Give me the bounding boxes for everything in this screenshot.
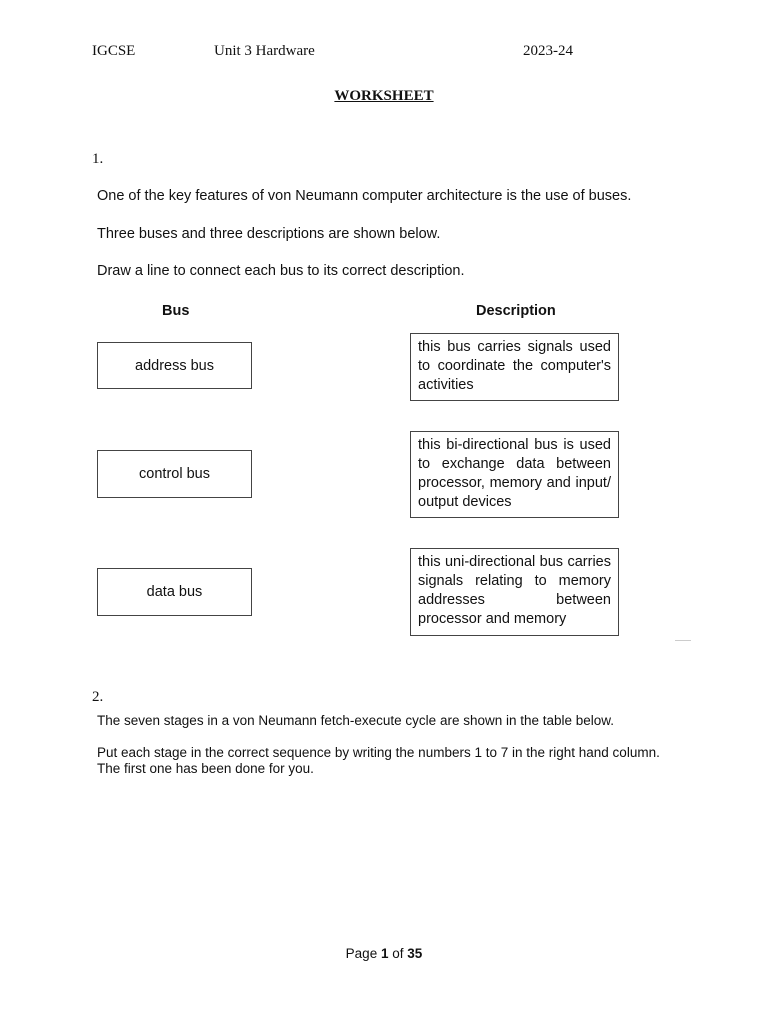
footer-current-page: 1 xyxy=(380,946,389,961)
footer-of-word: of xyxy=(392,946,404,961)
bus-box-address[interactable] xyxy=(97,342,252,389)
footer-page-word: Page xyxy=(345,946,378,961)
question-1-number: 1. xyxy=(92,151,104,167)
bus-box-data[interactable] xyxy=(97,568,252,616)
description-text-2: this bi-directional bus is used to exchange data between processor, memory and input/ output devices xyxy=(418,437,611,510)
bus-label-address: address bus xyxy=(135,357,214,374)
header-course: IGCSE xyxy=(92,43,136,59)
footer-total-pages: 35 xyxy=(407,946,423,961)
question-2-line-1: The seven stages in a von Neumann fetch-execute cycle are shown in the table below. xyxy=(97,713,615,728)
question-1-line-3: Draw a line to connect each bus to its correct description. xyxy=(97,263,465,279)
header-unit: Unit 3 Hardware xyxy=(214,43,315,59)
description-box-3[interactable] xyxy=(410,548,619,636)
description-box-1[interactable] xyxy=(410,333,619,401)
bus-label-data: data bus xyxy=(146,584,203,600)
bus-column-heading: Bus xyxy=(162,303,190,319)
bus-label-control: control bus xyxy=(139,466,210,482)
scan-mark xyxy=(675,640,691,641)
page-footer xyxy=(0,946,768,961)
question-2-line-2: Put each stage in the correct sequence by writing the numbers 1 to 7 in the right hand column. xyxy=(97,745,660,760)
description-box-2[interactable] xyxy=(410,431,619,518)
page-title: WORKSHEET xyxy=(334,88,434,104)
description-column-heading: Description xyxy=(476,303,556,319)
description-text-3: this uni-directional bus carries signals relating to memory addresses between processor and memory xyxy=(418,554,611,627)
question-1-line-2: Three buses and three descriptions are shown below. xyxy=(97,226,441,242)
bus-box-control[interactable] xyxy=(97,450,252,498)
description-text-1: this bus carries signals used to coordinate the computer's activities xyxy=(418,339,611,393)
question-2-line-3: The first one has been done for you. xyxy=(97,761,314,776)
question-2-number: 2. xyxy=(92,689,104,705)
header-year: 2023-24 xyxy=(523,43,573,59)
question-1-line-1: One of the key features of von Neumann computer architecture is the use of buses. xyxy=(97,188,632,204)
